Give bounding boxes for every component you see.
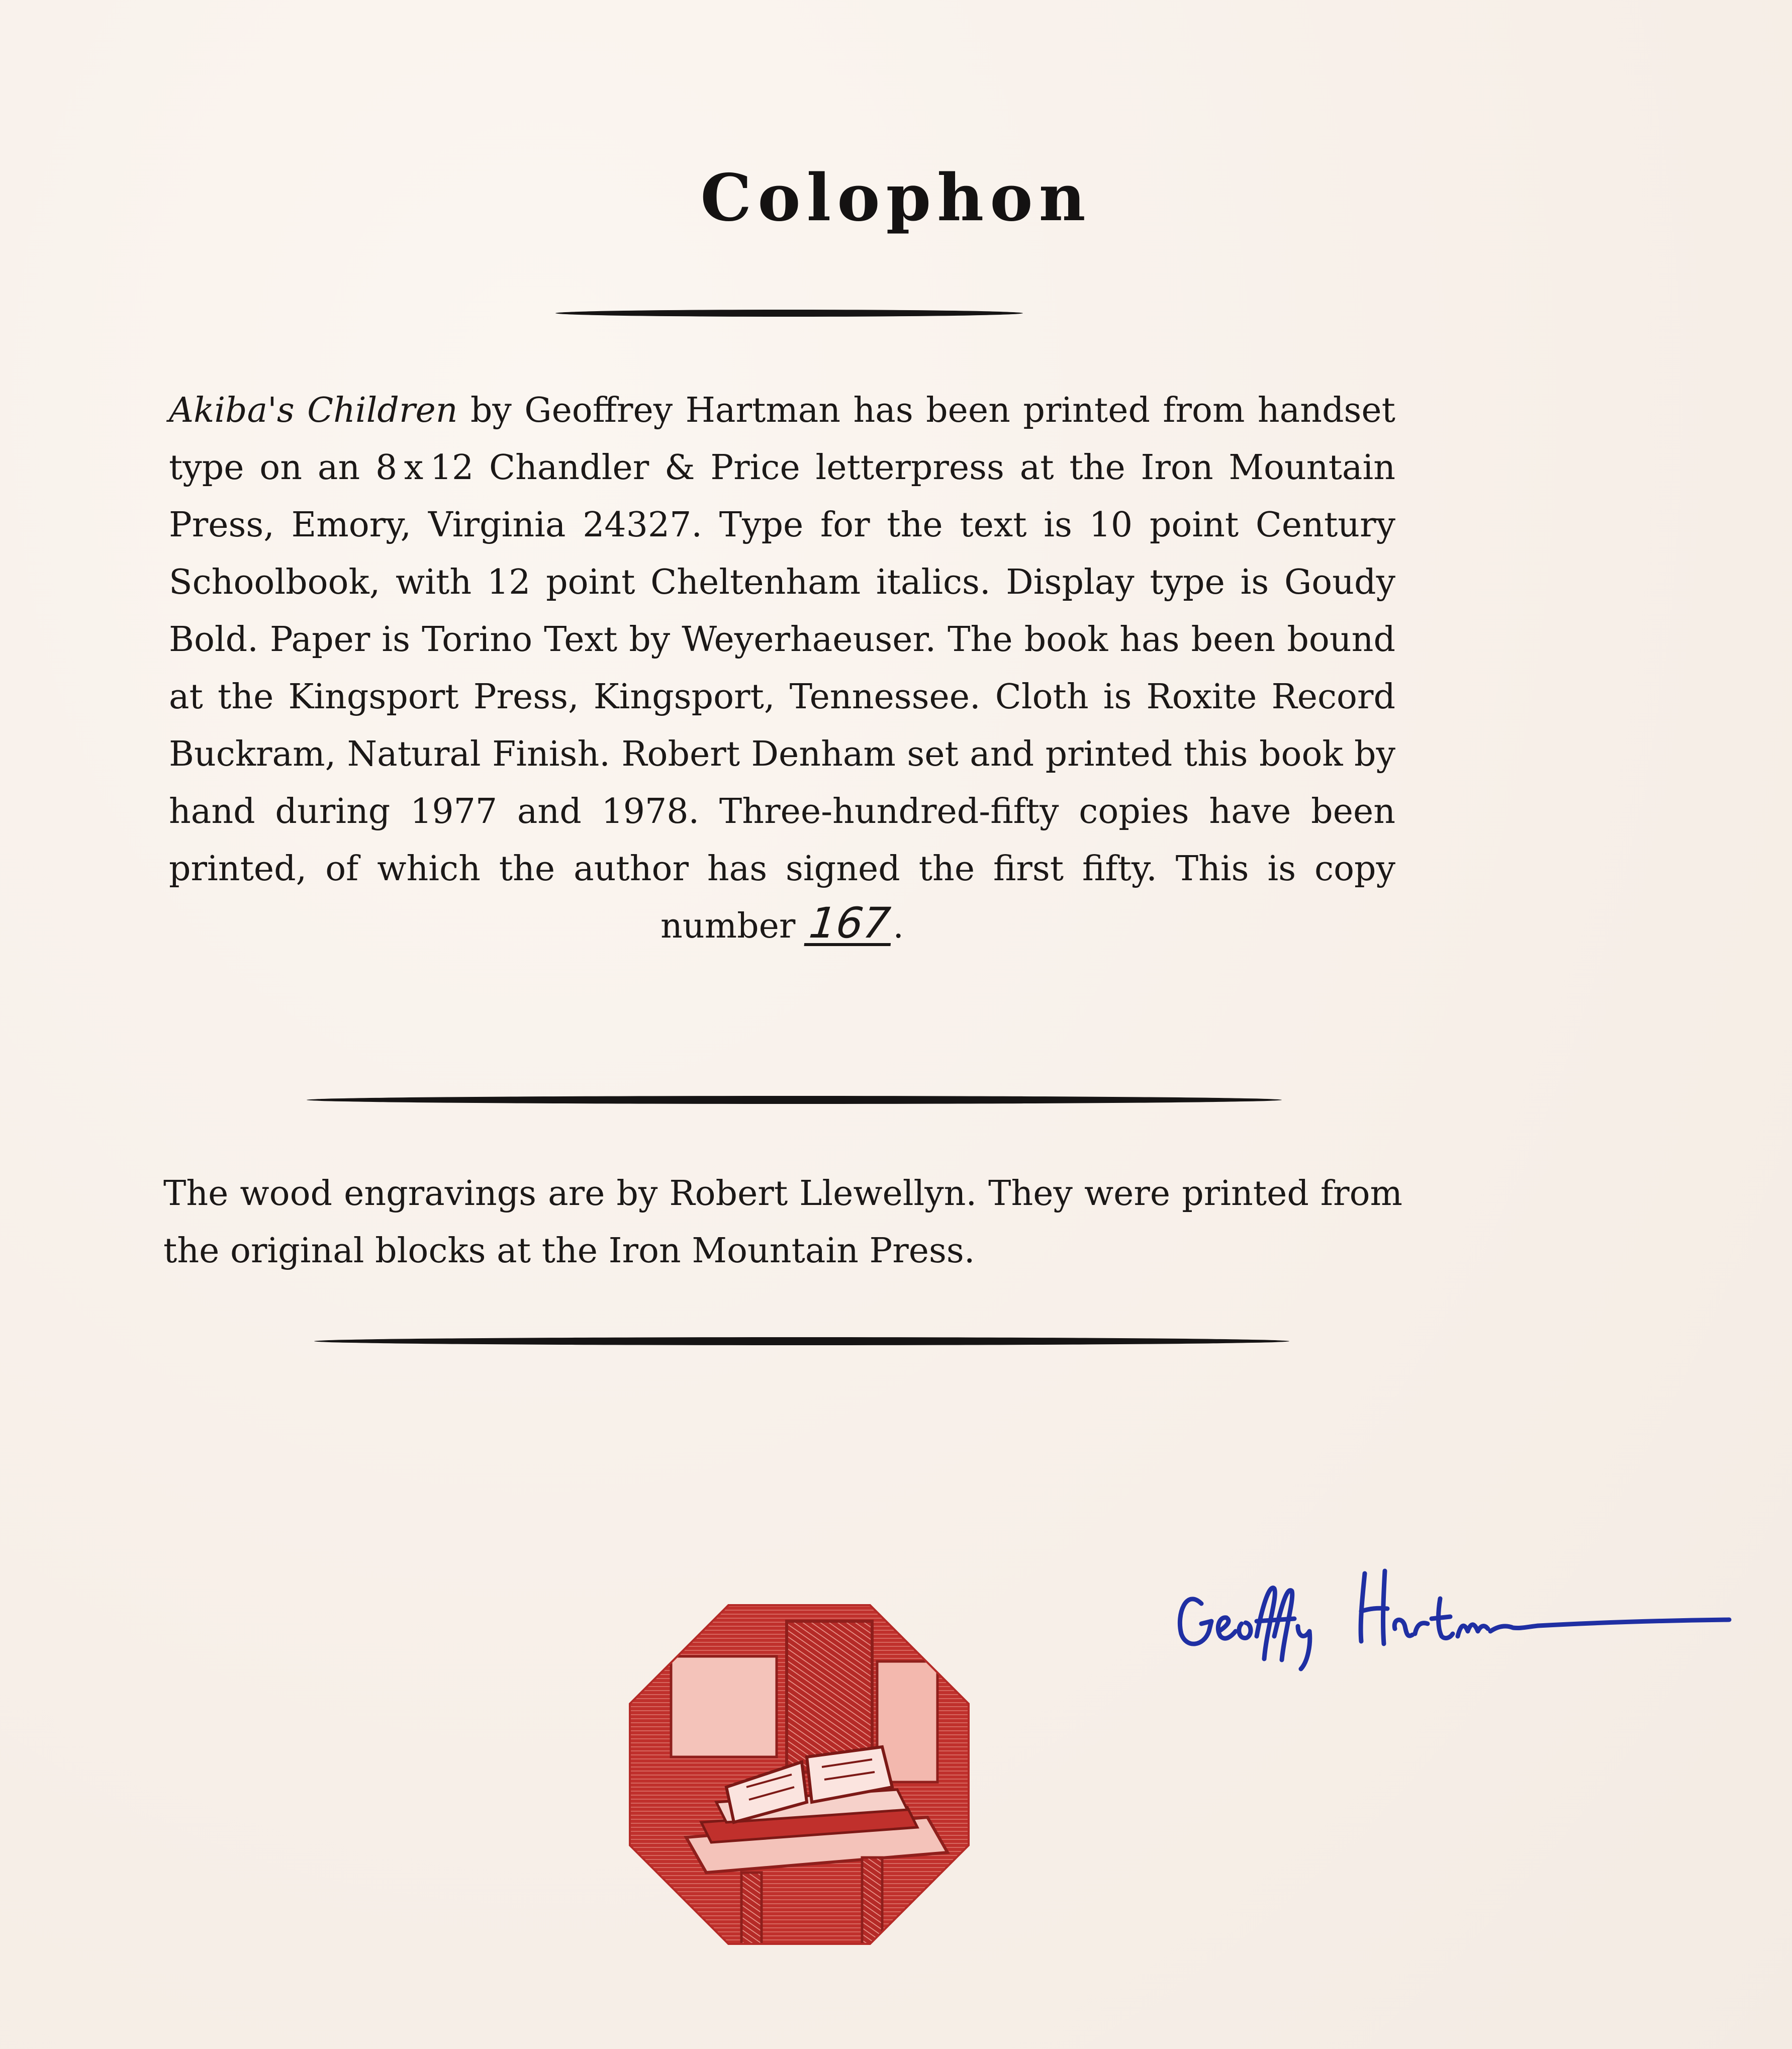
book-title: Akiba's Children xyxy=(169,391,458,430)
divider-rule-top xyxy=(555,310,1023,317)
copy-number-handwritten: 167 xyxy=(804,903,895,946)
colophon-end-punct: . xyxy=(893,906,904,946)
engravings-note: The wood engravings are by Robert Llewellyn. They were printed from the original blocks at the Iron Mountain Press. xyxy=(163,1174,1402,1271)
divider-rule-bottom xyxy=(314,1337,1289,1345)
author-signature xyxy=(1166,1528,1744,1679)
divider-rule-middle xyxy=(307,1096,1282,1104)
wood-engraving-seal xyxy=(626,1601,973,1948)
page-title: Colophon xyxy=(700,160,1092,236)
colophon-body: by Geoffrey Hartman has been printed from handset type on an 8 x 12 Chandler & Price letterpress at the Iron Mountain Press, Emory, Virginia 24327. Type for the text is 10 point Century Schoolbook, with 12 point Cheltenham italics. Display type is Goudy Bold. Paper is Torino Text by Weyerhaeuser. The book has been bound at the Kingsport Press, Kingsport, Tennessee. Cloth is Roxite Record Buckram, Natural Finish. Robert Denham set and printed this book by hand during 1977 and 1978. Three-hundred-fifty copies have been printed, of which the author has signed the first fifty. This is copy number xyxy=(169,391,1395,946)
colophon-paragraph xyxy=(169,382,1395,955)
